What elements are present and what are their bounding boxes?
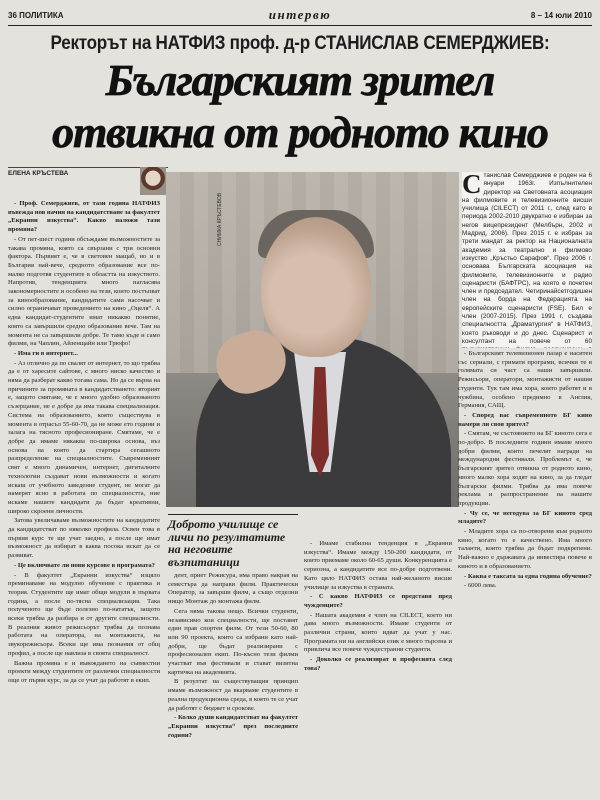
answer: - Имаме стабилна тенденция в „Екранни изкуства“. Имаме между 150-200 кандидати, от които приемаме около 60-65 души. Конкуренцията е сериозна, а кандидатите все по-добре подготвени. Като цяло НАТФИЗ остава най-желаното висше училище за изкуства в страната. <box>304 540 452 591</box>
answer: В резултат на съществуващия принцип имаме възможност да вкарваме студентите в реална продукционна среда, в която те се учат да работят с бюджет и срокове. <box>168 678 298 712</box>
portrait-photo <box>166 172 459 507</box>
headline-line-1: Българският зрител <box>105 56 495 105</box>
pull-quote <box>168 514 298 570</box>
answer: - Българският телевизионен пазар е наситен със сериали, с гримати програми, всички те в голямата си част са наши завършили. Режисьори, оператори, монтажисти от нашия студенти. Тук там има хора, които работят и в чужбина, особено предимно в Англия, Германия, САЩ. <box>458 350 592 410</box>
answer: - От пет-шест години обсъждаме възможностите за такава промяна, която са свързани с три основни фактора. Първият е, че в световен мащаб, но и в България най-вече, средното образование все по-малко подготвя студентите в областта на изкуството. Напротив, тенденцията много нагласява закономерностите и особено на тези, които постъпват за кинообразование, кандидатите сами насочват и силно ограничават проведението на кино „Оцеля“. А една кандидат-студентите имат никакво понятие, която са завършили средно образование вече. Там на момента не са завършили добре. Те тамо къде и само филми, на Чаплин, Айзенщайн или Трюфо! <box>8 235 160 348</box>
text-column-3 <box>304 540 452 792</box>
headline-line-2: отвикна от родното кино <box>52 108 548 157</box>
question: - Чу се, че негодува за БГ киното сред младите? <box>458 509 592 526</box>
answer: - Младите хора са по-отворени към родното кино, когато то е качествено. Има много таланти, които трябва да бъдат подкрепени. Най-важно е държавата да инвестира повече в киното и в образованието. <box>458 528 592 570</box>
question: - Каква е таксата за една година обучение? <box>464 572 592 580</box>
kicker-line: Ректорът на НАТФИЗ проф. д-р СТАНИСЛАВ СЕМЕРДЖИЕВ: <box>50 33 550 54</box>
text-column-1 <box>8 200 160 792</box>
answer: Затова увеличаваме възможностите на кандидатите да кандидатстват по няколко профила. Освен това в първия курс те ще учат заедно, а после ще имат възможност да избират в каква посока искат да се развиват. <box>8 517 160 560</box>
photo-credit: СНИМКА КРЪСТЕВОВ <box>217 192 223 246</box>
bio-dropcap: С <box>462 172 482 199</box>
question: - Це включвате ли нови курсове в програмата? <box>14 561 155 569</box>
masthead <box>8 7 592 26</box>
answer: Важна промяна е и въвеждането на съвместни проекти между студентите от различни специалности още от първи курс, за да се учат да работят в екип. <box>8 659 160 684</box>
section-label: 36 ПОЛИТИКА <box>8 11 64 20</box>
photo-head <box>261 217 371 357</box>
byline: ЕЛЕНА КРЪСТЕВА <box>8 170 69 177</box>
bio-text: танислав Семерджиев е роден на 6 януари 1963г. Изпълнителен директор на Световната асоциация на филмовите и телевизионните висши училища (CILECT) от 2011 г., след като в периода 2002-2010 двукратно е избиран за негов вицепрезидент (Мелбърн, 2002 и Мадрид, 2006). През 2015 г. е избран за трети мандат за ректор на Националната академия за театрално и филмово изкуство „Кръстьо Сарафов“. През 2006 г. основава Българската асоциация на филмовите, телевизионните и радио сценаристи (БАФТРС), на която е почетен член и председател. Четиринайсетгодишен член на борда на Федерацията на европейските сценаристи (FSE). Бил е член (2007-2015). През 1991 г. създава специалността „Драматургия“ в НАТФИЗ, която ръководи и до днес. Сценарист и консултант на повече от 60 <box>462 172 592 345</box>
answer: дент, приет Режисура, има право накрая на семестъра да направи филм. Практически Оператор, за завърши филм, а също отделни нищо Монтаж до монтажа филм. <box>168 572 298 606</box>
question: - С какво НАТФИЗ се представя пред чужденците? <box>304 593 452 609</box>
pull-quote-text: Доброто училище се личи по резултатите на неговите възпитаници <box>168 517 286 569</box>
question: - Колко души кандидатстват на факултет „Екранни изкуства“ през последните години? <box>168 714 298 739</box>
text-column-2 <box>168 572 298 792</box>
answer: - Аз отлично да по свалят от интернет, то що трябва да е от харесите сайтове, с много ниско качество и няма да разберат какво тогава сама. Но да се върна на причините за промяната в кандидатстването: вторият е, защото смятаме, че е много удобно образованото съзерцание, не е добре да има такава специализация. Система на образованието, която съществува в момента в отрасъл 55-60-70, да не може ето години и залага на тясното професиониране. Смятаме, че е добре да имаме някаква по-широка основа, въз основа на която да стартира сегашното разпределение на специалностите. Съвременният свят е много динамичен, интернет, дигиталните технологии създават нови възможности и когато искаш от учебното заведение студент, не могат да намерят ясно в работата по специалността, ние искаме нашите кандидати да бъдат креативни, широко скроени личности. <box>8 359 160 515</box>
section-title: интервю <box>268 7 332 22</box>
question: - Проф. Семерджиев, от тази година НАТФИЗ въвежда нов начин на кандидатстване за факултет „Екранни изкуства“. Какво наложи тази промяна? <box>8 200 160 234</box>
question: - Има ги в интернет... <box>14 349 78 357</box>
answer: - 6000 лева. <box>464 582 497 590</box>
text-column-4 <box>458 350 592 792</box>
answer: - Нашата академия е член на CILECT, което ни дава много възможности. Имаме студенти от различни страни, които идват да учат у нас. Програмата ни на английски език е много търсена и привлича все повече чуждестранни студенти. <box>304 611 452 654</box>
question: - Доколко се реализират в професията след това? <box>304 656 452 672</box>
answer: - В факултет „Екранни изкуства“ изцяло преминаваме на модулно обучение с практика и теория. Студентите ще имат общи модули в първата година, а после по-тясна специализация. Така полученото ще бъде полезно по-нататък, защото всеки трябва да разбира и от другите специалности. В реалния живот режисьорът трябва да познава работата на оператора, на монтажиста, на звукорежисьора. Всеки ще има познания от общ профил, а после ще навлиза в своята специалност. <box>8 571 160 657</box>
bio-box <box>462 172 592 348</box>
question: - Според вас съвременното БГ кино намери ли своя зрител? <box>458 411 592 428</box>
answer: Сега няма такова нещо. Всички студенти, независимо кои специалности, ще поставят един прав спортен филм. От тези 50-60, 80 или 90 проекта, които са избрани като най-добри, ще бъдат реализирани с професионален екип. По-късно тези филми участват във фестивали и стават визитна картичка на академията. <box>168 607 298 676</box>
issue-date: 8 – 14 юли 2010 <box>530 11 592 20</box>
answer: - Смятам, че състоянието на БГ киното сега е по-добро. В последните години имаме много добри филми, които печелят награди на международни фестивали. Проблемът е, че българският зрител отвикна от родното кино, много малко хора ходят на кино, за да гледат български филми. Трябва да има повече реклама и разпространение на нашите продукции. <box>458 430 592 507</box>
author-avatar <box>140 167 166 195</box>
